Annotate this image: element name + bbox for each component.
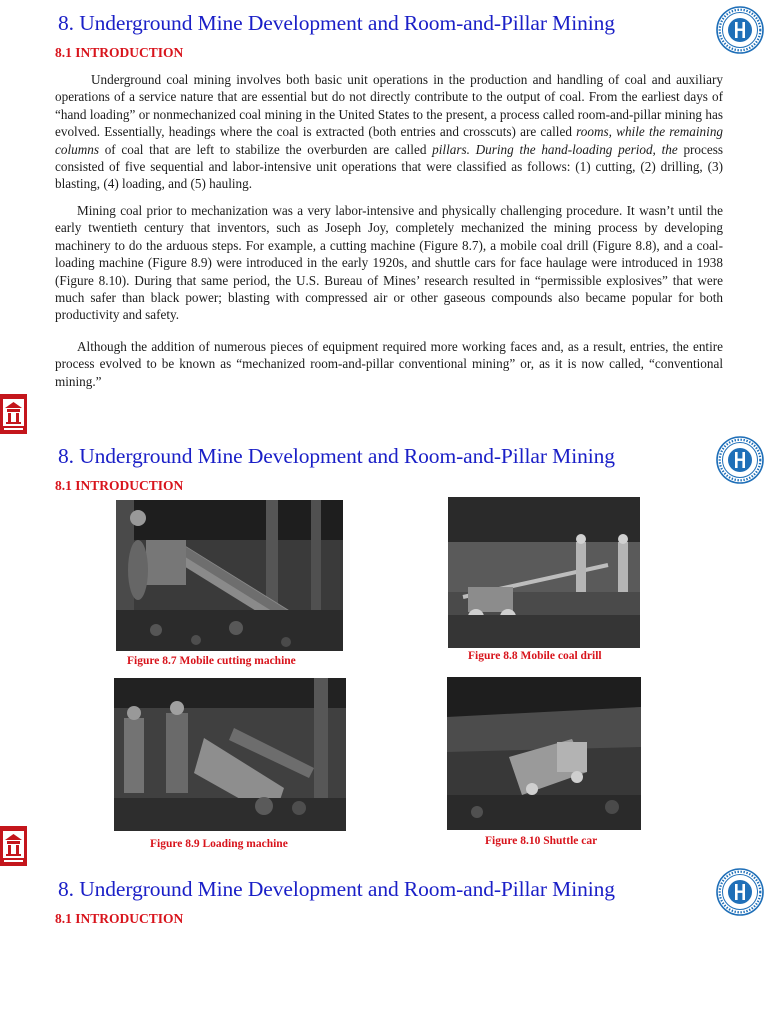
figure-8-10-caption: Figure 8.10 Shuttle car [485, 835, 598, 847]
intro-paragraph-1: Underground coal mining involves both basic unit operations in the production and handling of coal and auxiliary operations of a service nature that are essential but do not directly contribute to the output of coal. From the earliest days of “hand loading” or nonmechanized coal mining in the United States to the present, a process called room-and-pillar mining has evolved. Essentially, headings where the coal is extracted (both entries and crosscuts) are called rooms, while the remaining columns of coal that are left to stabilize the overburden are called pillars. During the hand-loading period, the process consisted of five sequential and labor-intensive unit operations that were classified as follows: (1) cutting, (2) drilling, (3) blasting, (4) loading, and (5) hauling. [55, 72, 724, 192]
slide-2-title: 8. Underground Mine Development and Room-and-Pillar Mining [58, 444, 615, 468]
university-seal-icon [716, 6, 764, 54]
university-seal-icon [716, 436, 764, 484]
intro-paragraph-2: Mining coal prior to mechanization was a very labor-intensive and physically challenging procedure. It wasn’t until the early twentieth century that inventors, such as Joseph Joy, completely mechanized the mining process by developing machinery to do the arduous steps. For example, a cutting machine (Figure 8.7), a mobile coal drill (Figure 8.8), and a coal-loading machine (Figure 8.9) were introduced in the early 1920s, and shuttle cars for face haulage were introduced in 1938 (Figure 8.10). During that same period, the U.S. Bureau of Mines’ research resulted in “permissible explosives” that were much safer than black power; blasting with compressed air or other gaseous compounds also became popular for both productivity and safety. [55, 203, 723, 323]
slide-3-title: 8. Underground Mine Development and Room-and-Pillar Mining [58, 877, 615, 901]
figure-8-9-photo [114, 678, 346, 831]
intro-paragraph-3: Although the addition of numerous pieces of equipment required more working faces and, as a result, entries, the entire process evolved to be known as “mechanized room-and-pillar conventional mining” or, as it is now called, “conventional mining.” [55, 339, 723, 389]
university-gate-badge-icon [0, 826, 27, 866]
figure-8-9-caption: Figure 8.9 Loading machine [150, 838, 288, 850]
figure-8-7-caption: Figure 8.7 Mobile cutting machine [127, 655, 296, 667]
slide-1-section-heading: 8.1 INTRODUCTION [55, 45, 184, 60]
slide-1-title: 8. Underground Mine Development and Room-and-Pillar Mining [58, 11, 615, 35]
university-seal-icon [716, 868, 764, 916]
figure-8-8-photo [448, 497, 640, 648]
slide-3-section-heading: 8.1 INTRODUCTION [55, 911, 184, 926]
figure-8-8-caption: Figure 8.8 Mobile coal drill [468, 650, 602, 662]
university-gate-badge-icon [0, 394, 27, 434]
figure-8-10-photo [447, 677, 641, 830]
slide-2-section-heading: 8.1 INTRODUCTION [55, 478, 184, 493]
figure-8-7-photo [116, 500, 343, 651]
